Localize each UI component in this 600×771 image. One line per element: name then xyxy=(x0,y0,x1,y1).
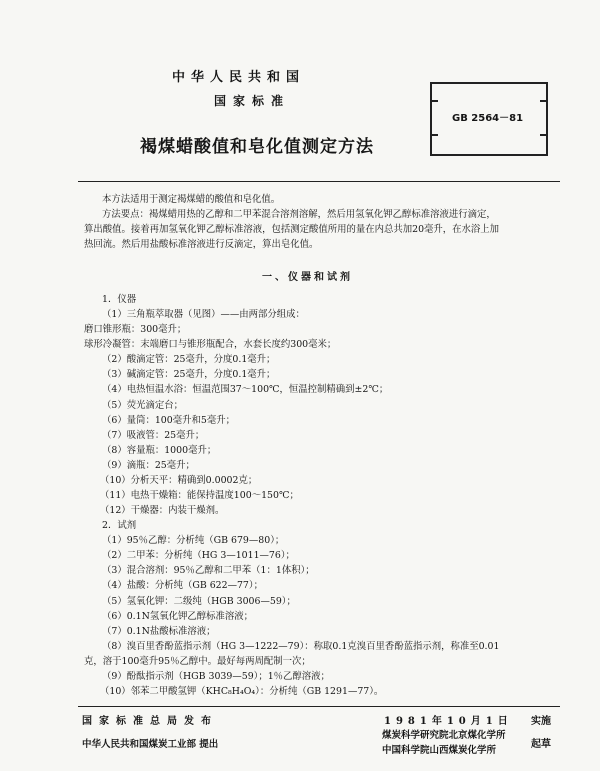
instrument-item: （1）三角瓶萃取器（见图）——由两部分组成： xyxy=(102,309,305,320)
instrument-item: （8）容量瓶：1000毫升； xyxy=(102,445,217,456)
implement-label: 实施 xyxy=(531,716,551,727)
reagent-item: （10）邻苯二甲酸氢钾（KHC₈H₄O₄）：分析纯（GB 1291—77）。 xyxy=(100,686,384,697)
standard-code: GB 2564－81 xyxy=(452,113,524,124)
bottom-rule xyxy=(78,706,560,707)
standard-type: 国家标准 xyxy=(214,94,291,108)
proposer: 中华人民共和国煤炭工业部 提出 xyxy=(82,739,219,750)
reagent-item: （3）混合溶剂：95％乙醇和二甲苯（1：1体积）； xyxy=(102,565,315,576)
box-tick xyxy=(540,100,548,102)
instrument-item: （10）分析天平：精确到0.0002克； xyxy=(100,475,258,486)
drafter-1: 煤炭科学研究院北京煤化学所 xyxy=(382,730,506,741)
instrument-item: （2）酸滴定管：25毫升，分度0.1毫升； xyxy=(102,354,276,365)
reagent-item: （7）0.1N盐酸标准溶液； xyxy=(102,626,216,637)
principle-line-2: 算出酸值。接着再加氢氧化钾乙醇标准溶液，包括测定酸值所用的量在内总共加20毫升，在水浴上加 xyxy=(84,224,500,235)
reagent-item: （5）氢氧化钾：二级纯（HGB 3006—59）； xyxy=(102,596,296,607)
scope-text: 本方法适用于测定褐煤蜡的酸值和皂化值。 xyxy=(102,194,281,205)
issuer: 国家标准总局发布 xyxy=(82,716,218,727)
document-title: 褐煤蜡酸值和皂化值测定方法 xyxy=(140,137,374,157)
section-heading: 一、仪器和试剂 xyxy=(262,272,353,283)
instrument-item: （12）干燥器：内装干燥剂。 xyxy=(100,505,225,516)
instrument-item: （9）滴瓶：25毫升； xyxy=(102,460,195,471)
instrument-item: （6）量筒：100毫升和5毫升； xyxy=(102,415,235,426)
country-name: 中华人民共和国 xyxy=(172,70,306,85)
principle-line-3: 热回流。然后用盐酸标准溶液进行反滴定，算出皂化值。 xyxy=(84,239,319,250)
reagent-item: （8）溴百里香酚蓝指示剂（HG 3—1222—79）：称取0.1克溴百里香酚蓝指示剂，称准至0.01 xyxy=(102,641,500,652)
box-tick xyxy=(430,134,438,136)
standard-code-box xyxy=(430,82,548,156)
instrument-item: （11）电热干燥箱：能保持温度100～150℃； xyxy=(100,490,299,501)
reagent-item: （9）酚酞指示剂（HGB 3039—59）；1％乙醇溶液； xyxy=(102,671,330,682)
box-tick xyxy=(430,100,438,102)
reagent-item: 克，溶于100毫升95％乙醇中。最好每两周配制一次； xyxy=(84,656,311,667)
instruments-heading: 1．仪器 xyxy=(102,294,137,305)
instrument-item: （4）电热恒温水浴：恒温范围37～100℃，恒温控制精确到±2℃； xyxy=(102,384,389,395)
instrument-item: （5）荧光滴定台； xyxy=(102,400,183,411)
instrument-item: （7）吸液管：25毫升； xyxy=(102,430,205,441)
instrument-item: （3）碱滴定管：25毫升，分度0.1毫升； xyxy=(102,369,276,380)
principle-line-1: 方法要点：褐煤蜡用热的乙醇和二甲苯混合溶剂溶解，然后用氢氧化钾乙醇标准溶液进行滴定， xyxy=(102,209,496,220)
instrument-item: 球形冷凝管：末端磨口与锥形瓶配合，水套长度约300毫米； xyxy=(84,339,337,350)
instrument-item: 磨口锥形瓶：300毫升； xyxy=(84,324,187,335)
draft-label: 起草 xyxy=(531,739,551,750)
reagent-item: （2）二甲苯：分析纯（HG 3—1011—76）； xyxy=(102,550,295,561)
reagent-item: （6）0.1N氢氧化钾乙醇标准溶液； xyxy=(102,611,253,622)
implement-date: 1981年10月1日 xyxy=(384,716,513,727)
box-tick xyxy=(540,134,548,136)
drafter-2: 中国科学院山西煤炭化学所 xyxy=(382,745,497,756)
top-rule xyxy=(78,181,560,182)
reagents-heading: 2．试剂 xyxy=(102,520,137,531)
reagent-item: （1）95％乙醇：分析纯（GB 679—80）； xyxy=(102,535,285,546)
reagent-item: （4）盐酸：分析纯（GB 622—77）； xyxy=(102,580,263,591)
